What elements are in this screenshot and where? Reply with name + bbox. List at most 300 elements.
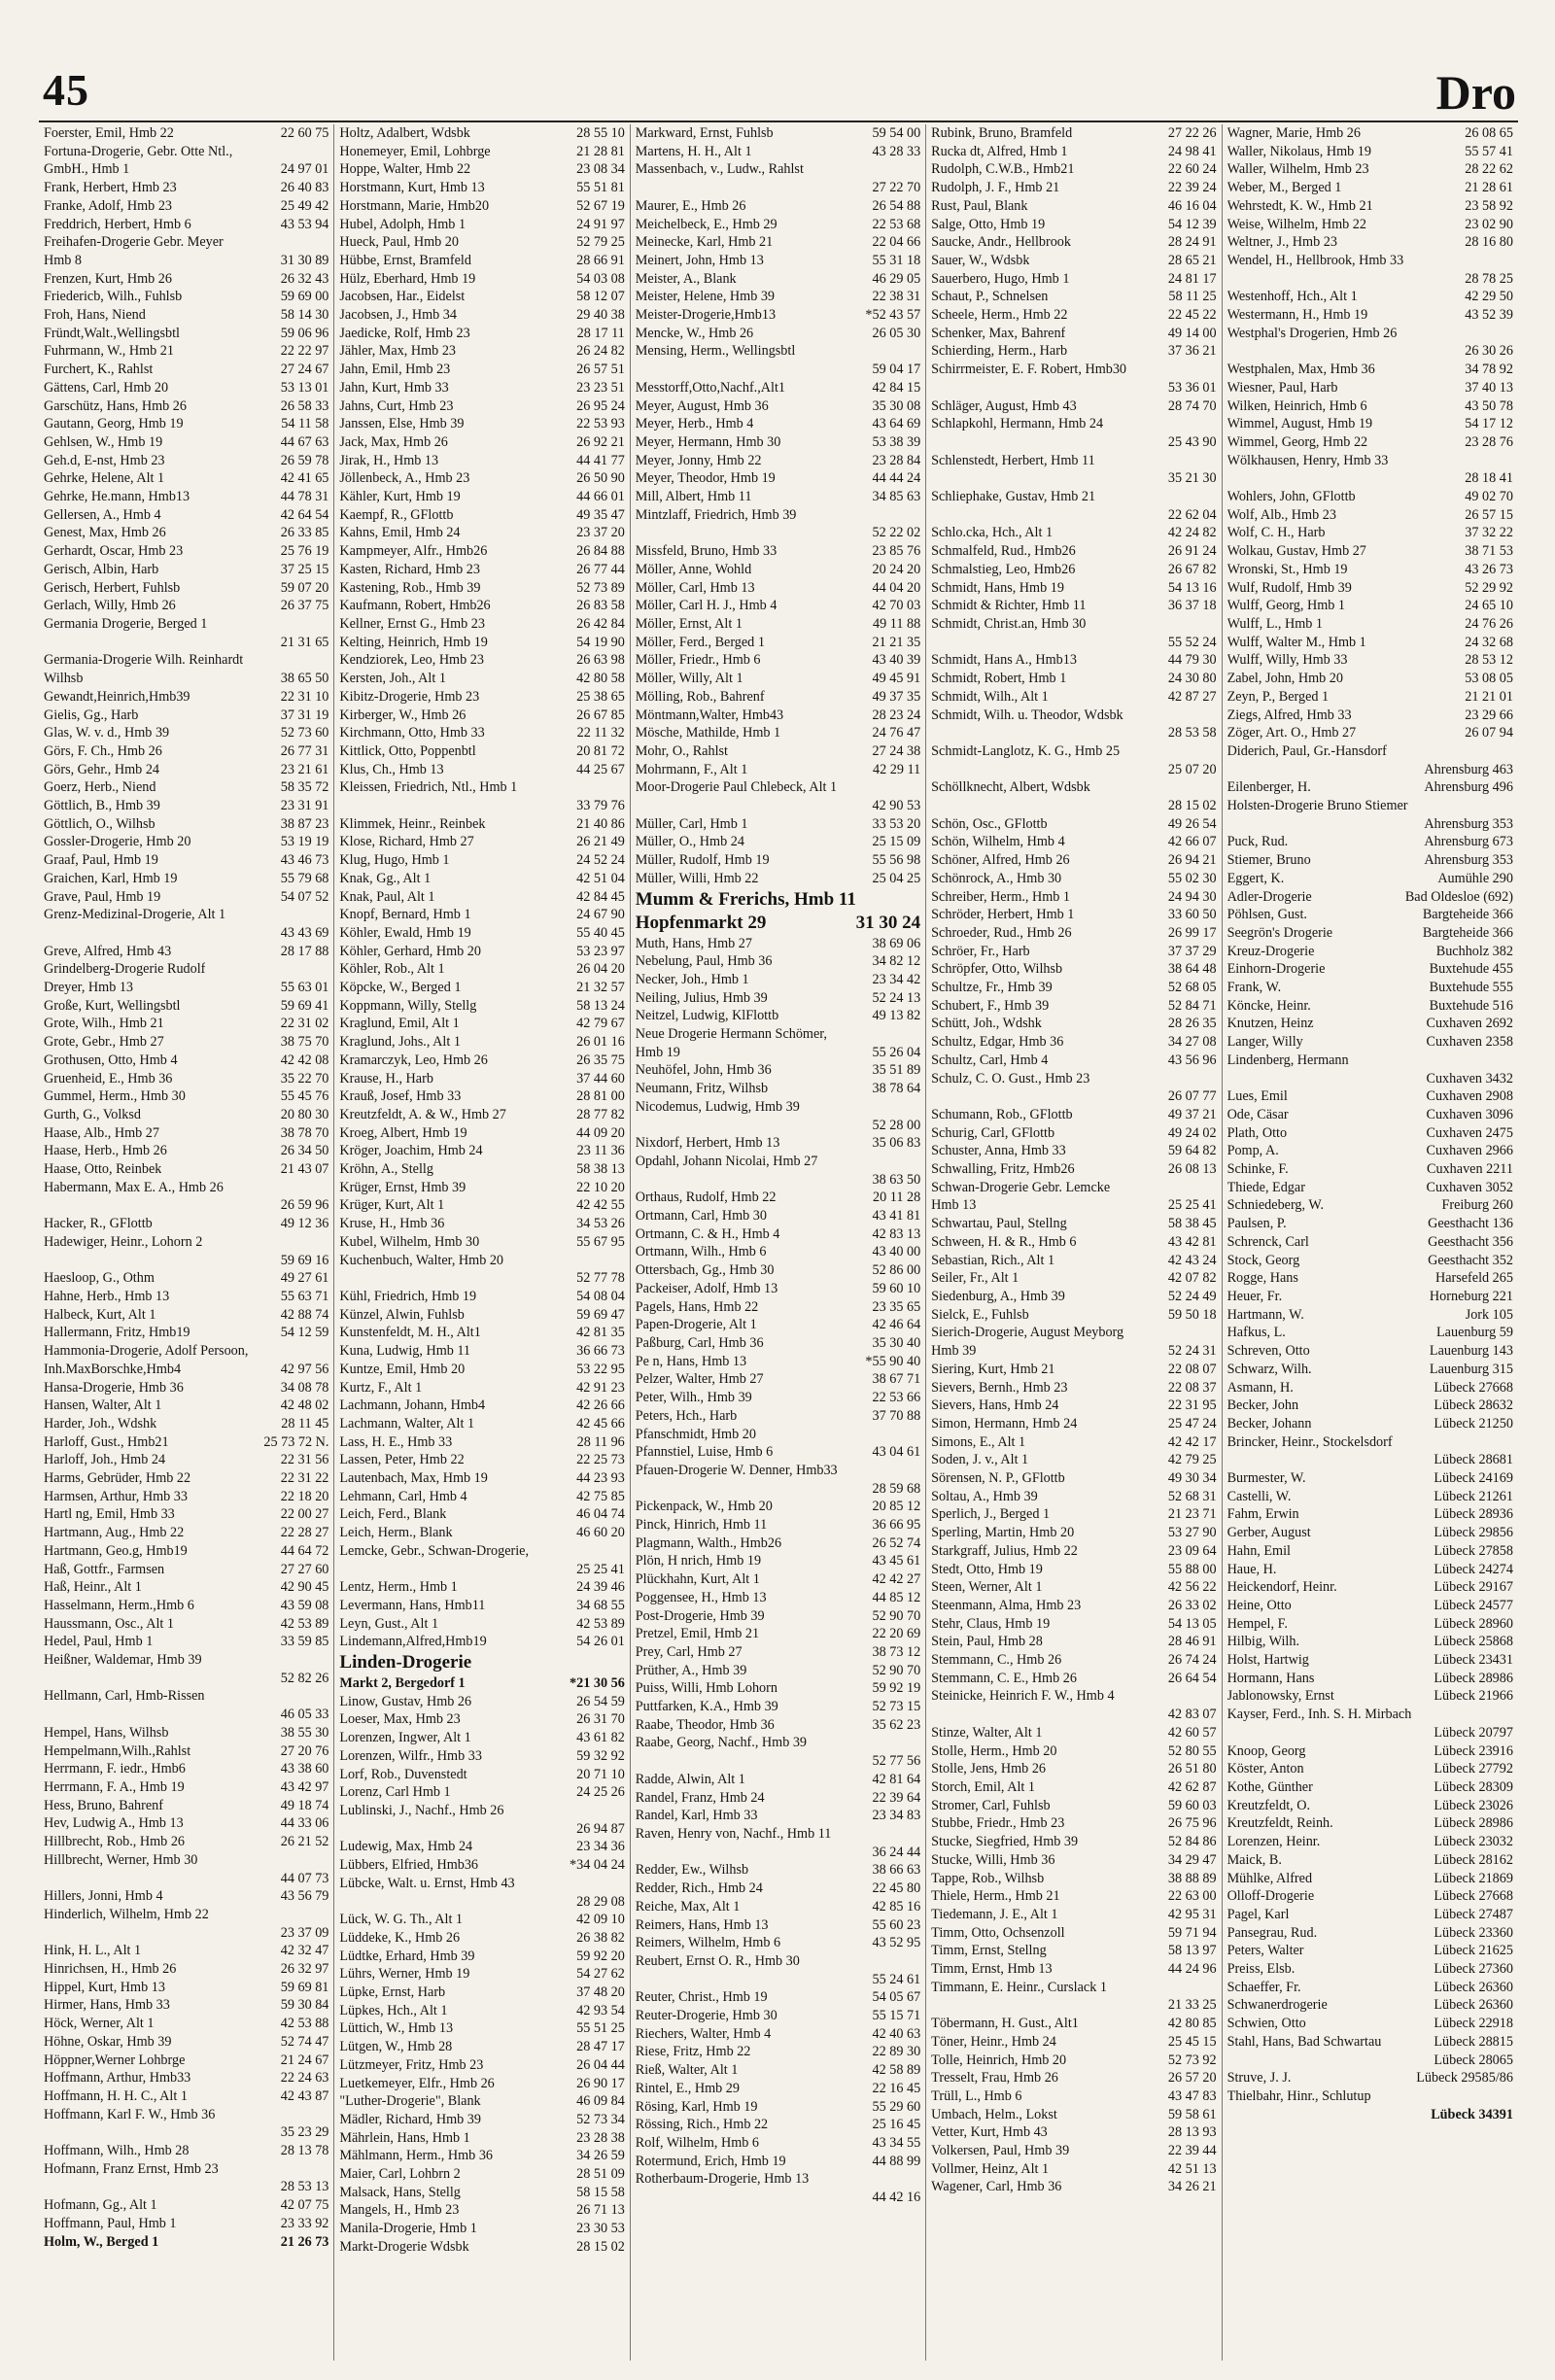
directory-entry xyxy=(339,1802,624,1820)
directory-entry xyxy=(44,1306,328,1325)
directory-entry xyxy=(636,1625,920,1643)
directory-entry xyxy=(1227,379,1513,397)
directory-entry xyxy=(1227,1451,1513,1469)
directory-entry xyxy=(931,1742,1216,1761)
directory-entry xyxy=(1227,1505,1513,1524)
entry-phone: 49 02 70 xyxy=(1465,489,1513,505)
entry-phone: 25 76 19 xyxy=(280,543,329,560)
entry-phone: 28 55 10 xyxy=(576,125,625,141)
entry-phone: 28 59 68 xyxy=(872,1480,921,1497)
entry-phone: Geesthacht 352 xyxy=(1428,1252,1513,1268)
directory-entry xyxy=(1227,216,1513,234)
entry-name: Krauß, Josef, Hmb 33 xyxy=(339,1088,462,1105)
directory-entry xyxy=(44,488,328,506)
entry-name: Schlapkohl, Hermann, Hmb 24 xyxy=(931,416,1104,432)
entry-name: Fortuna-Drogerie, Gebr. Otte Ntl., xyxy=(44,143,233,159)
directory-entry xyxy=(931,2069,1216,2087)
directory-entry xyxy=(44,1179,328,1197)
entry-phone: 42 53 89 xyxy=(576,1615,625,1632)
entry-name: Krüger, Ernst, Hmb 39 xyxy=(339,1179,466,1195)
entry-phone: 59 92 19 xyxy=(872,1680,921,1697)
entry-phone: 37 37 29 xyxy=(1167,943,1217,959)
entry-phone: 44 07 73 xyxy=(280,1870,329,1886)
entry-phone: 20 11 28 xyxy=(873,1190,921,1206)
entry-name: Meister, Helene, Hmb 39 xyxy=(635,289,776,305)
entry-phone: 31 30 89 xyxy=(280,252,329,268)
directory-entry xyxy=(1227,1706,1513,1724)
entry-name: Peters, Walter xyxy=(1227,1943,1304,1959)
entry-phone: 20 80 30 xyxy=(280,1106,329,1122)
directory-entry xyxy=(44,1996,328,2015)
entry-phone: 55 45 76 xyxy=(280,1088,329,1105)
directory-entry xyxy=(44,724,328,742)
directory-entry xyxy=(636,216,920,234)
entry-name: Saucke, Andr., Hellbrook xyxy=(931,234,1071,251)
entry-phone: 43 61 82 xyxy=(576,1730,625,1746)
directory-entry xyxy=(1227,1778,1513,1797)
entry-name: Rintel, E., Hmb 29 xyxy=(635,2080,740,2096)
entry-phone: 22 10 20 xyxy=(576,1179,625,1195)
entry-name: Seiler, Fr., Alt 1 xyxy=(931,1270,1019,1287)
entry-phone: 22 00 27 xyxy=(280,1506,329,1523)
entry-name: Kendziorek, Leo, Hmb 23 xyxy=(339,652,484,669)
entry-phone: 49 27 61 xyxy=(280,1270,329,1287)
entry-name: Hillers, Jonni, Hmb 4 xyxy=(44,1888,163,1905)
entry-name: Höppner,Werner Lohbrge xyxy=(44,2052,186,2068)
entry-name: Mintzlaff, Friedrich, Hmb 39 xyxy=(635,506,797,523)
entry-name: Gielis, Gg., Harb xyxy=(44,707,139,723)
entry-phone: 21 24 67 xyxy=(280,2052,329,2068)
entry-name: Reuter-Drogerie, Hmb 30 xyxy=(635,2008,778,2024)
entry-phone: Cuxhaven 3096 xyxy=(1426,1106,1513,1122)
directory-entry xyxy=(931,2178,1216,2196)
entry-phone: 42 58 89 xyxy=(872,2062,921,2079)
directory-entry xyxy=(44,1706,328,1724)
entry-name: Schröpfer, Otto, Wilhsb xyxy=(931,961,1063,978)
entry-name: Greve, Alfred, Hmb 43 xyxy=(44,943,172,959)
entry-name: Wulff, Georg, Hmb 1 xyxy=(1227,598,1346,614)
entry-name: Stromer, Carl, Fuhlsb xyxy=(931,1797,1051,1813)
directory-entry xyxy=(339,1488,624,1506)
entry-name: Köhler, Ewald, Hmb 19 xyxy=(339,924,471,941)
entry-name: Knak, Gg., Alt 1 xyxy=(339,870,432,886)
entry-phone: 59 60 10 xyxy=(872,1280,921,1296)
entry-name: Schwarz, Wilh. xyxy=(1227,1361,1312,1377)
directory-entry xyxy=(636,1207,920,1225)
entry-name: Meister, A., Blank xyxy=(635,270,737,287)
entry-phone: 33 60 50 xyxy=(1167,907,1217,923)
directory-entry xyxy=(1227,1724,1513,1742)
entry-phone: 28 65 21 xyxy=(1167,252,1217,268)
entry-phone: 59 69 81 xyxy=(280,1979,329,1995)
directory-entry xyxy=(636,888,920,912)
directory-entry xyxy=(339,415,624,433)
entry-name: Möller, Ferd., Berged 1 xyxy=(635,634,765,650)
entry-phone: Jork 105 xyxy=(1465,1306,1513,1323)
directory-entry xyxy=(1227,651,1513,670)
entry-name: Lüttich, W., Hmb 13 xyxy=(339,2020,454,2037)
directory-entry xyxy=(44,160,328,179)
entry-phone: 44 64 72 xyxy=(280,1542,329,1559)
entry-phone: 44 04 20 xyxy=(872,579,921,596)
directory-entry xyxy=(339,1397,624,1415)
directory-entry xyxy=(931,1288,1216,1306)
entry-phone: 43 52 39 xyxy=(1465,307,1513,324)
entry-phone: 26 77 31 xyxy=(280,742,329,759)
entry-name: Hubel, Adolph, Hmb 1 xyxy=(339,216,466,232)
directory-entry xyxy=(1227,851,1513,870)
entry-phone: 53 36 01 xyxy=(1167,379,1217,396)
entry-phone: 26 54 88 xyxy=(872,197,921,214)
entry-name: Wölkhausen, Henry, Hmb 33 xyxy=(1227,452,1389,468)
entry-name: Wohlers, John, GFlottb xyxy=(1227,489,1356,505)
directory-entry xyxy=(636,415,920,433)
directory-entry xyxy=(931,1379,1216,1397)
entry-name: Raabe, Georg, Nachf., Hmb 39 xyxy=(635,1735,808,1751)
entry-name: Lüpkes, Hch., Alt 1 xyxy=(339,2002,448,2018)
entry-phone: 59 54 00 xyxy=(872,125,921,141)
entry-phone: 35 30 40 xyxy=(872,1335,921,1351)
entry-name: Rubink, Bruno, Bramfeld xyxy=(931,125,1073,141)
entry-phone: 28 13 78 xyxy=(280,2143,329,2159)
directory-entry xyxy=(636,2189,920,2207)
entry-name: Neiling, Julius, Hmb 39 xyxy=(635,989,768,1006)
entry-phone: 52 67 19 xyxy=(576,197,625,214)
entry-name: Gerhardt, Oscar, Hmb 23 xyxy=(44,543,184,560)
entry-phone: 42 84 15 xyxy=(872,379,921,396)
directory-entry xyxy=(44,1397,328,1415)
entry-phone: 23 09 64 xyxy=(1167,1542,1217,1559)
entry-name: Görs, Gehr., Hmb 24 xyxy=(44,761,160,777)
entry-name: Jähler, Max, Hmb 23 xyxy=(339,343,457,360)
directory-entry xyxy=(44,561,328,579)
entry-phone: 27 27 60 xyxy=(280,1561,329,1577)
entry-name: Jaedicke, Rolf, Hmb 23 xyxy=(339,325,470,341)
directory-entry xyxy=(931,1578,1216,1597)
entry-phone: 43 47 83 xyxy=(1167,2087,1217,2104)
entry-phone: Lübeck 27668 xyxy=(1434,1888,1513,1905)
directory-entry xyxy=(636,342,920,361)
directory-entry xyxy=(339,1106,624,1124)
entry-name: Grave, Paul, Hmb 19 xyxy=(44,888,161,905)
entry-phone: 26 83 58 xyxy=(576,598,625,614)
directory-entry xyxy=(44,1215,328,1233)
entry-name: Wolkau, Gustav, Hmb 27 xyxy=(1227,543,1366,560)
entry-phone: 42 53 88 xyxy=(280,2016,329,2032)
entry-phone: 37 36 21 xyxy=(1167,343,1217,360)
entry-phone: Lübeck 34391 xyxy=(1431,2106,1513,2122)
directory-entry xyxy=(636,506,920,525)
entry-name: Kraglund, Emil, Alt 1 xyxy=(339,1016,460,1032)
entry-phone: 42 40 63 xyxy=(872,2025,921,2042)
directory-entry xyxy=(931,1942,1216,1960)
entry-phone: 42 56 22 xyxy=(1167,1579,1217,1596)
entry-phone: Lübeck 21625 xyxy=(1434,1943,1513,1959)
entry-phone: Lübeck 25868 xyxy=(1434,1634,1513,1650)
directory-entry xyxy=(1227,1960,1513,1979)
entry-phone: 43 56 96 xyxy=(1167,1052,1217,1068)
directory-entry xyxy=(339,216,624,234)
entry-name: Graichen, Karl, Hmb 19 xyxy=(44,870,178,886)
directory-entry xyxy=(636,397,920,416)
directory-entry xyxy=(636,469,920,488)
directory-entry xyxy=(1227,342,1513,361)
directory-entry xyxy=(44,1760,328,1778)
entry-name: "Luther-Drogerie", Blank xyxy=(339,2093,481,2110)
entry-phone: Ahrensburg 463 xyxy=(1424,761,1513,777)
directory-entry xyxy=(44,1597,328,1615)
entry-name: Stemmann, C., Hmb 26 xyxy=(931,1652,1062,1669)
entry-phone: 49 37 21 xyxy=(1167,1106,1217,1122)
directory-entry xyxy=(1227,797,1513,815)
directory-entry xyxy=(44,579,328,598)
entry-name: Frenzen, Kurt, Hmb 26 xyxy=(44,270,172,287)
directory-entry xyxy=(636,1643,920,1662)
entry-phone: 35 22 70 xyxy=(280,1070,329,1087)
entry-name: Schrenck, Carl xyxy=(1227,1233,1309,1250)
entry-phone: 26 37 75 xyxy=(280,598,329,614)
entry-phone: 25 16 45 xyxy=(872,2117,921,2133)
directory-entry xyxy=(636,1171,920,1190)
entry-phone: Lübeck 27792 xyxy=(1434,1761,1513,1777)
entry-phone: 38 63 50 xyxy=(872,1171,921,1188)
entry-name: Gerber, August xyxy=(1227,1525,1311,1541)
entry-phone: 53 38 39 xyxy=(872,433,921,450)
entry-phone: 52 86 00 xyxy=(872,1262,921,1279)
entry-name: Lüddeke, K., Hmb 26 xyxy=(339,1929,461,1946)
entry-name: Ortmann, Wilh., Hmb 6 xyxy=(635,1244,767,1260)
entry-name: Meister-Drogerie,Hmb13 xyxy=(635,307,777,324)
entry-name: Poggensee, H., Hmb 13 xyxy=(635,1589,767,1605)
entry-name: Hoffmann, Arthur, Hmb33 xyxy=(44,2070,191,2087)
directory-entry xyxy=(339,670,624,688)
directory-entry xyxy=(44,2233,328,2252)
entry-name: Fuhrmann, W., Hmb 21 xyxy=(44,343,174,360)
entry-name: Kampmeyer, Alfr., Hmb26 xyxy=(339,543,488,560)
directory-entry xyxy=(1227,197,1513,216)
directory-entry xyxy=(339,452,624,470)
directory-entry xyxy=(931,670,1216,688)
entry-phone: Lübeck 27487 xyxy=(1434,1906,1513,1922)
entry-name: Linow, Gustav, Hmb 26 xyxy=(339,1693,472,1709)
entry-name: Lass, H. E., Hmb 33 xyxy=(339,1433,453,1450)
entry-phone: 26 05 30 xyxy=(872,325,921,341)
directory-entry xyxy=(636,179,920,197)
directory-entry xyxy=(339,943,624,961)
entry-name: Schwien, Otto xyxy=(1227,2016,1306,2032)
directory-entry xyxy=(636,252,920,270)
entry-phone: 28 26 35 xyxy=(1167,1016,1217,1032)
entry-phone: Lübeck 24577 xyxy=(1434,1597,1513,1613)
entry-name: Asmann, H. xyxy=(1227,1379,1294,1396)
entry-name: Lührs, Werner, Hmb 19 xyxy=(339,1966,470,1983)
entry-phone: 20 71 10 xyxy=(576,1766,625,1782)
directory-entry xyxy=(931,1960,1216,1979)
directory-entry xyxy=(44,651,328,670)
entry-phone: 20 24 20 xyxy=(872,561,921,577)
entry-name: Hofmann, Franz Ernst, Hmb 23 xyxy=(44,2160,219,2177)
directory-entry xyxy=(339,433,624,452)
directory-entry xyxy=(931,1142,1216,1160)
directory-entry xyxy=(44,197,328,216)
entry-name: Sörensen, N. P., GFlottb xyxy=(931,1470,1065,1487)
entry-phone: 26 34 50 xyxy=(280,1143,329,1159)
directory-entry xyxy=(339,469,624,488)
entry-phone: 21 32 57 xyxy=(576,980,625,996)
entry-phone: Lübeck 28986 xyxy=(1434,1815,1513,1832)
entry-phone: 21 43 07 xyxy=(280,1161,329,1178)
entry-name: Wilhsb xyxy=(44,671,84,687)
entry-name: Tolle, Heinrich, Hmb 20 xyxy=(931,2052,1067,2068)
entry-phone: 42 42 55 xyxy=(576,1197,625,1214)
directory-entry xyxy=(931,1979,1216,1997)
entry-phone: 43 45 61 xyxy=(872,1553,921,1569)
directory-entry xyxy=(636,1771,920,1789)
entry-name: GmbH., Hmb 1 xyxy=(44,161,130,178)
entry-name: Gerisch, Herbert, Fuhlsb xyxy=(44,579,181,596)
entry-phone: 26 31 70 xyxy=(576,1711,625,1728)
entry-name: Becker, John xyxy=(1227,1397,1299,1414)
entry-name: Schläger, August, Hmb 43 xyxy=(931,397,1077,414)
directory-entry xyxy=(931,1015,1216,1033)
directory-entry xyxy=(44,943,328,961)
entry-name: Pagels, Hans, Hmb 22 xyxy=(635,1298,759,1315)
directory-entry xyxy=(44,1924,328,1943)
entry-name: Pfannstiel, Luise, Hmb 6 xyxy=(635,1444,774,1461)
entry-name: Hilbig, Wilh. xyxy=(1227,1634,1300,1650)
entry-name: Neitzel, Ludwig, KlFlottb xyxy=(635,1008,779,1024)
directory-entry xyxy=(1227,888,1513,907)
directory-entry xyxy=(636,1316,920,1334)
entry-phone: 26 57 20 xyxy=(1167,2070,1217,2087)
entry-name: Lützmeyer, Fritz, Hmb 23 xyxy=(339,2056,484,2073)
directory-entry xyxy=(339,233,624,252)
entry-name: Sperling, Martin, Hmb 20 xyxy=(931,1525,1075,1541)
entry-name: Wulf, Rudolf, Hmb 39 xyxy=(1227,579,1352,596)
entry-phone: Lübeck 26360 xyxy=(1434,1997,1513,2014)
directory-entry xyxy=(1227,724,1513,742)
entry-name: Schütt, Joh., Wdshk xyxy=(931,1016,1042,1032)
entry-name: Maick, B. xyxy=(1227,1851,1282,1868)
entry-name: Trüll, L., Hmb 6 xyxy=(931,2087,1022,2104)
directory-entry xyxy=(44,960,328,979)
entry-phone: 42 64 54 xyxy=(280,506,329,523)
entry-name: Schwan-Drogerie Gebr. Lemcke xyxy=(931,1179,1111,1195)
entry-phone: 58 13 97 xyxy=(1167,1943,1217,1959)
directory-entry xyxy=(1227,1087,1513,1106)
entry-name: Hartmann, W. xyxy=(1227,1306,1304,1323)
entry-name: Wulff, Willy, Hmb 33 xyxy=(1227,652,1348,669)
entry-name: Stolle, Jens, Hmb 26 xyxy=(931,1761,1047,1777)
directory-entry xyxy=(339,634,624,652)
directory-entry xyxy=(636,1334,920,1353)
entry-name: Paulsen, P. xyxy=(1227,1216,1287,1232)
entry-name: Vollmer, Heinz, Alt 1 xyxy=(931,2160,1050,2177)
directory-entry xyxy=(931,997,1216,1016)
entry-name: Reiche, Max, Alt 1 xyxy=(635,1898,741,1914)
directory-entry xyxy=(636,761,920,779)
directory-entry xyxy=(44,2196,328,2215)
entry-name: Hedel, Paul, Hmb 1 xyxy=(44,1634,154,1650)
column-4 xyxy=(926,124,1222,2361)
directory-entry xyxy=(636,524,920,542)
directory-entry xyxy=(339,1505,624,1524)
directory-entry xyxy=(931,342,1216,361)
directory-entry xyxy=(339,688,624,707)
directory-entry xyxy=(339,342,624,361)
directory-entry xyxy=(931,524,1216,542)
entry-phone: 26 64 54 xyxy=(1167,1670,1217,1686)
directory-entry xyxy=(1227,761,1513,779)
directory-entry xyxy=(931,1488,1216,1506)
directory-entry xyxy=(44,1742,328,1761)
entry-name: Zeyn, P., Berged 1 xyxy=(1227,688,1330,705)
directory-entry xyxy=(44,1524,328,1542)
directory-entry xyxy=(1227,1670,1513,1688)
entry-name: Schmidt, Hans, Hmb 19 xyxy=(931,579,1064,596)
entry-name: Hübbe, Ernst, Bramfeld xyxy=(339,252,471,268)
directory-entry xyxy=(44,124,328,143)
entry-phone: 23 33 92 xyxy=(280,2215,329,2231)
directory-entry xyxy=(636,935,920,953)
directory-entry xyxy=(931,2033,1216,2052)
directory-entry xyxy=(44,1615,328,1634)
entry-phone: 22 18 20 xyxy=(280,1488,329,1504)
entry-phone: 24 98 41 xyxy=(1167,143,1217,159)
directory-entry xyxy=(1227,433,1513,452)
directory-entry xyxy=(931,542,1216,561)
entry-phone: 49 11 88 xyxy=(873,615,921,632)
entry-phone: 42 80 85 xyxy=(1167,2016,1217,2032)
entry-phone: 59 69 41 xyxy=(280,997,329,1014)
entry-name: Schinke, F. xyxy=(1227,1161,1289,1178)
entry-phone: 42 66 07 xyxy=(1167,834,1217,850)
entry-phone: 53 27 90 xyxy=(1167,1525,1217,1541)
directory-entry xyxy=(44,2052,328,2070)
entry-phone: 22 31 02 xyxy=(280,1016,329,1032)
entry-name: Schuster, Anna, Hmb 33 xyxy=(931,1143,1066,1159)
entry-phone: 24 30 80 xyxy=(1167,671,1217,687)
entry-name: Radde, Alwin, Alt 1 xyxy=(635,1771,745,1787)
directory-entry xyxy=(636,1662,920,1680)
entry-name: Scheele, Herm., Hmb 22 xyxy=(931,307,1068,324)
directory-entry xyxy=(339,1578,624,1597)
entry-name: Plückhahn, Kurt, Alt 1 xyxy=(635,1571,760,1588)
entry-name: Stahl, Hans, Bad Schwartau xyxy=(1227,2033,1382,2050)
entry-name: Paßburg, Carl, Hmb 36 xyxy=(635,1335,764,1351)
entry-phone: 34 82 12 xyxy=(872,953,921,970)
entry-phone: 42 91 23 xyxy=(576,1379,625,1396)
entry-name: Schön, Wilhelm, Hmb 4 xyxy=(931,834,1065,850)
entry-phone: 24 97 01 xyxy=(280,161,329,178)
entry-name: Dreyer, Hmb 13 xyxy=(44,980,134,996)
directory-entry xyxy=(636,815,920,834)
entry-name: Kirchmann, Otto, Hmb 33 xyxy=(339,725,485,742)
entry-name: Sauer, W., Wdsbk xyxy=(931,252,1030,268)
entry-phone: 34 53 26 xyxy=(576,1216,625,1232)
entry-name: Gehrke, Helene, Alt 1 xyxy=(44,470,165,487)
entry-phone: 22 31 56 xyxy=(280,1452,329,1468)
entry-name: Levermann, Hans, Hmb11 xyxy=(339,1597,486,1613)
entry-phone: 22 20 69 xyxy=(872,1626,921,1642)
entry-name: Struve, J. J. xyxy=(1227,2070,1292,2087)
entry-name: Eilenberger, H. xyxy=(1227,779,1311,796)
directory-entry xyxy=(931,325,1216,343)
entry-name: Hempelmann,Wilh.,Rahlst xyxy=(44,1742,191,1759)
entry-name: Jahn, Kurt, Hmb 33 xyxy=(339,379,449,396)
entry-phone: Lübeck 23431 xyxy=(1434,1652,1513,1669)
entry-phone: 42 84 45 xyxy=(576,888,625,905)
